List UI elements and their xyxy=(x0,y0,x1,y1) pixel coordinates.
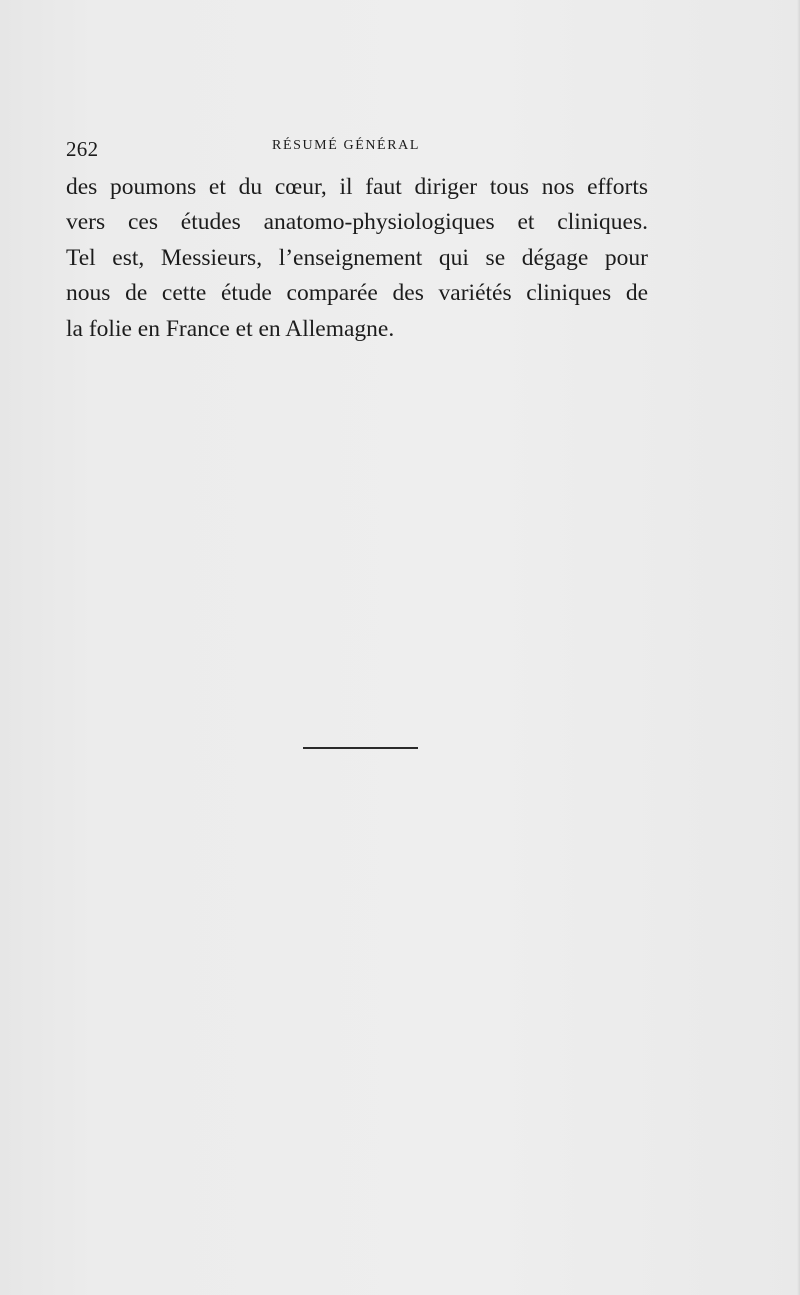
text-line: Tel est, Messieurs, l’enseignement qui se dégage pour xyxy=(66,244,648,271)
section-end-rule xyxy=(303,747,418,749)
page-number: 262 xyxy=(66,137,99,161)
text-line: la folie en France et en Allemagne. xyxy=(66,315,395,342)
text-line: nous de cette étude comparée des variétés cliniques de xyxy=(66,280,648,307)
body-paragraph xyxy=(66,170,648,347)
text-line: vers ces études anatomo-physiologiques et cliniques. xyxy=(66,209,648,236)
text-line: des poumons et du cœur, il faut diriger tous nos efforts xyxy=(66,174,648,200)
running-head: RÉSUMÉ GÉNÉRAL xyxy=(272,138,421,153)
page-header xyxy=(66,134,646,162)
